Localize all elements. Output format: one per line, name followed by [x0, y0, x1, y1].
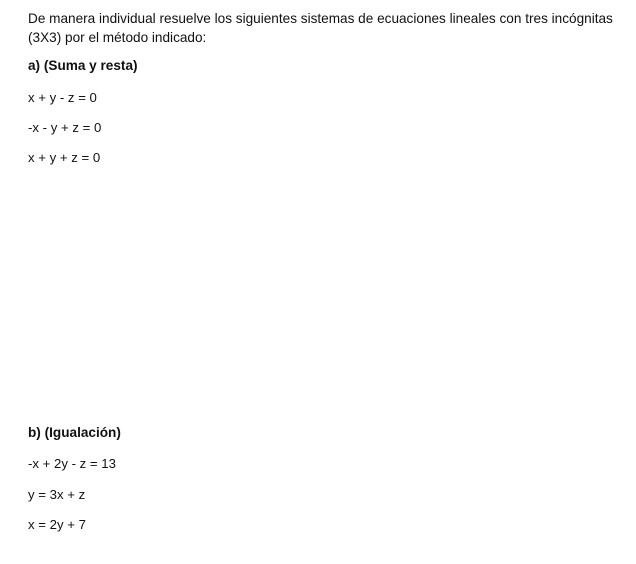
instructions-text: De manera individual resuelve los siguientes sistemas de ecuaciones lineales con tres incógnitas (3X3) por el método indicado: — [28, 11, 613, 45]
section-b-equation-3: x = 2y + 7 — [28, 517, 86, 532]
section-a-equation-2: -x - y + z = 0 — [28, 120, 102, 135]
section-b-heading: b) (Igualación) — [28, 425, 121, 440]
section-b-equation-1: -x + 2y - z = 13 — [28, 456, 116, 471]
section-a-equation-3: x + y + z = 0 — [28, 150, 101, 165]
section-a-equation-1: x + y - z = 0 — [28, 90, 97, 105]
section-b-equation-2: y = 3x + z — [28, 487, 86, 502]
section-a-heading: a) (Suma y resta) — [28, 58, 138, 73]
